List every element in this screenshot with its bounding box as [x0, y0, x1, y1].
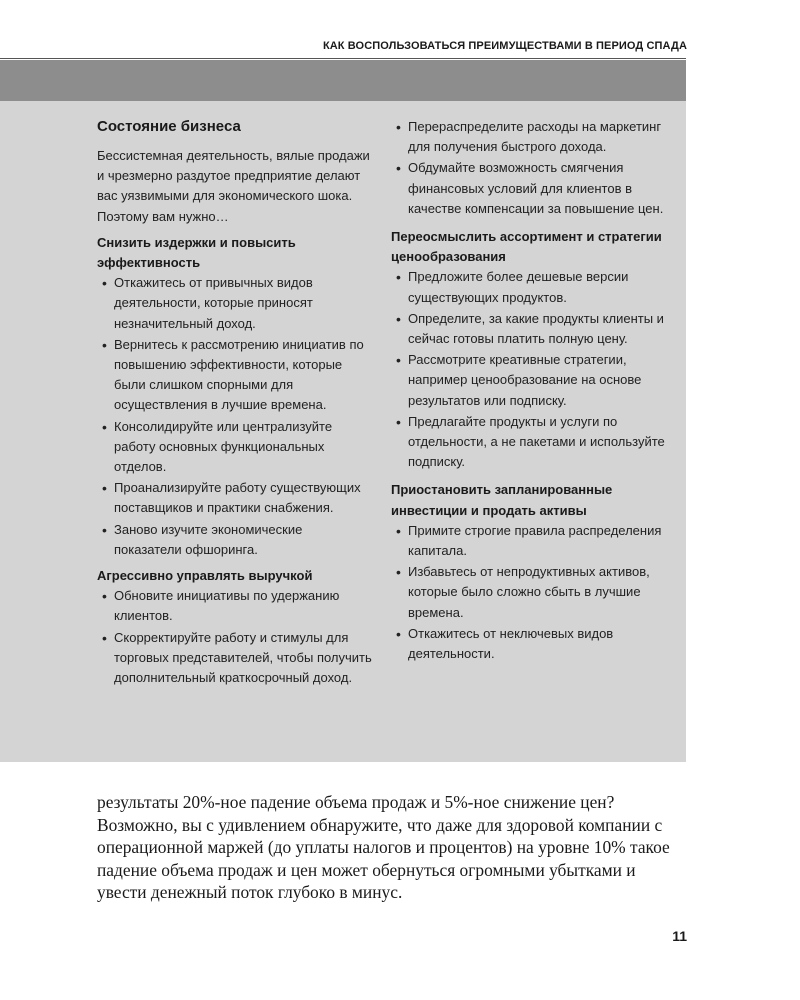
list-item: • Проанализируйте работу существующих поставщиков и практики снабжения. [97, 478, 372, 518]
list-item: • Консолидируйте или централизуйте работу основных функциональных отделов. [97, 417, 372, 478]
sidebar-intro: Бессистемная деятельность, вялые продажи и чрезмерно раздутое предприятие делают вас уязвимыми для экономического шока. Поэтому вам нужно… [97, 148, 370, 224]
section-heading-pricing: Переосмыслить ассортимент и стратегии ценообразования [391, 229, 662, 265]
header-rule [0, 58, 686, 59]
list-item: • Предлагайте продукты и услуги по отдельности, а не пакетами и используйте подписку. [391, 412, 667, 473]
list-item: • Рассмотрите креативные стратегии, например ценообразование на основе результатов или подписку. [391, 350, 667, 411]
section-heading-costs: Снизить издержки и повысить эффективность [97, 234, 296, 271]
list-pricing [391, 267, 667, 472]
list-revenue [97, 586, 372, 688]
sidebar-title: Состояние бизнеса [97, 118, 241, 135]
list-item: • Примите строгие правила распределения капитала. [391, 521, 667, 561]
list-investments [391, 521, 667, 664]
running-head: КАК ВОСПОЛЬЗОВАТЬСЯ ПРЕИМУЩЕСТВАМИ В ПЕРИОД СПАДА [322, 40, 687, 52]
list-item: • Откажитесь от привычных видов деятельности, которые приносят незначительный доход. [97, 273, 372, 334]
list-item: • Перераспределите расходы на маркетинг для получения быстрого дохода. [391, 117, 667, 157]
body-paragraph: результаты 20%-ное падение объема продаж и 5%-ное снижение цен? Возможно, вы с удивлением обнаружите, что даже для здоровой компании с операционной маржей (до уплаты налогов и процентов) на уровне 10% такое падение объема продаж и цен может обернуться огромными убытками и увести денежный поток глубоко в минус. [97, 792, 670, 903]
list-item: • Предложите более дешевые версии существующих продуктов. [391, 267, 667, 307]
list-item: • Откажитесь от неключевых видов деятельности. [391, 624, 667, 664]
page-number: 11 [672, 928, 687, 944]
list-item: • Скорректируйте работу и стимулы для торговых представителей, чтобы получить дополнительный краткосрочный доход. [97, 628, 372, 689]
list-item: • Обновите инициативы по удержанию клиентов. [97, 586, 372, 626]
list-costs [97, 273, 372, 560]
list-item: • Вернитесь к рассмотрению инициатив по повышению эффективности, которые были слишком спорными для осуществления в лучшие времена. [97, 335, 372, 416]
sidebar-left-column [97, 117, 372, 689]
sidebar-right-column [391, 117, 667, 665]
section-heading-revenue: Агрессивно управлять выручкой [97, 568, 313, 584]
list-item: • Обдумайте возможность смягчения финансовых условий для клиентов в качестве компенсации за повышение цен. [391, 158, 667, 219]
list-item: • Определите, за какие продукты клиенты и сейчас готовы платить полную цену. [391, 309, 667, 349]
section-heading-investments: Приостановить запланированные инвестиции и продать активы [391, 482, 613, 518]
sidebar-header-band [0, 60, 686, 101]
list-item: • Заново изучите экономические показатели офшоринга. [97, 520, 372, 560]
list-item: • Избавьтесь от непродуктивных активов, которые было сложно сбыть в лучшие времена. [391, 562, 667, 623]
list-revenue-continued [391, 117, 667, 219]
